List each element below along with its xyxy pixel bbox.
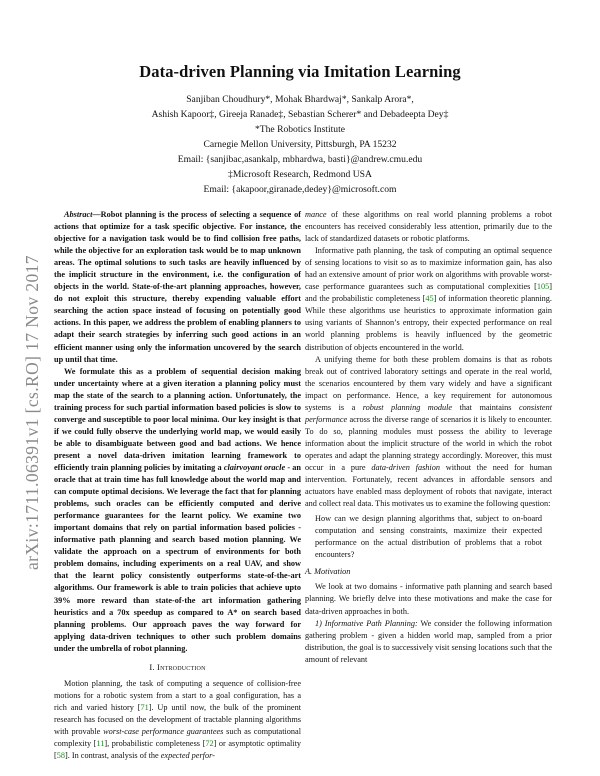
intro-paragraph-3: A unifying theme for both these problem domains is that as robots break out of contrived laboratory settings and operate in the real world, the scenarios encountered by them vary widely and have a significant impact on performance. Hence, a key requirement for autonomous systems is a robust planning module that maintains consistent performance across the diverse range of scenarios it is likely to encounter. To do so, planning modules must possess the ability to leverage information about the implicit structure of the world in which the robot operates and adapt the planning strategy accordingly. Moreover, this must occur in a pure data-driven fashion without the need for human intervention. Fortunately, recent advances in affordable sensors and actuators have enabled mass deployment of robots that navigate, interact and collect real data. This motivates us to examine the following question: xyxy=(305,354,552,509)
citation-link[interactable]: 72 xyxy=(205,739,214,749)
citation-link[interactable]: 58 xyxy=(56,751,65,761)
citation-link[interactable]: 71 xyxy=(140,702,149,712)
research-question: How can we design planning algorithms that, subject to on-board computation and sensing constraints, maximize their expected performance on the actual distribution of problems that a robot encounters? xyxy=(315,514,542,560)
right-column xyxy=(305,209,552,666)
author-line-1: Sanjiban Choudhury*, Mohak Bhardwaj*, Sankalp Arora*, xyxy=(186,94,414,105)
affiliation-1: *The Robotics Institute xyxy=(254,124,346,135)
author-line-2: Ashish Kapoor‡, Gireeja Ranade‡, Sebastian Scherer* and Debadeepta Dey‡ xyxy=(151,109,449,120)
affiliation-2: ‡Microsoft Research, Redmond USA xyxy=(228,169,372,180)
author-block xyxy=(0,92,600,197)
citation-link[interactable]: 105 xyxy=(536,282,550,292)
abstract-label: Abstract xyxy=(64,210,93,219)
citation-link[interactable]: 45 xyxy=(425,294,434,304)
paper-title: Data-driven Planning via Imitation Learning xyxy=(139,62,461,81)
motivation-paragraph-2: 1) Informative Path Planning: We consider the following information gathering problem - given a hidden world map, sampled from a prior distribution, the goal is to successively visit sensing locations such that the amount of relevant xyxy=(305,618,552,664)
arxiv-stamp: arXiv:1711.06391v1 [cs.RO] 17 Nov 2017 xyxy=(22,255,42,570)
abstract-paragraph-2: We formulate this as a problem of sequential decision making under uncertainty where at a given iteration a planning policy must map the state of the search to a planning action. Unfortunately, the training process for such partial information based policies is slow to converge and susceptible to poor local minima. Our key insight is that if we could fully observe the underlying world map, we would easily be able to disambiguate between good and bad actions. We hence present a novel data-driven imitation learning framework to efficiently train planning policies by imitating a clairvoyant oracle - an oracle that at train time has full knowledge about the world map and can compute optimal decisions. We leverage the fact that for planning problems, such oracles can be efficiently computed and derive performance guarantees for the learnt policy. We examine two important domains that rely on partial information based policies - informative path planning and search based motion planning. We validate the approach on a spectrum of environments for both problem domains, including experiments on a real UAV, and show that the learnt policy consistently outperforms state-of-the-art algorithms. Our framework is able to train policies that achieve upto 39% more reward than state-of-the art information gathering heuristics and a 70x speedup as compared to A* on search based planning problems. Our approach paves the way forward for applying data-driven techniques to other such problem domains under the umbrella of robot planning. xyxy=(54,366,301,653)
subsection-heading-motivation: A. Motivation xyxy=(305,567,351,577)
intro-paragraph-1: Motion planning, the task of computing a sequence of collision-free motions for a robotic system from a start to a goal configuration, has a rich and varied history [71]. Up until now, the bulk of the prominent research has focused on the development of tractable planning algorithms with provable worst-case performance guarantees such as computational complexity [11], probabilistic completeness [72] or asymptotic optimality [58]. In contrast, analysis of the expected perfor- xyxy=(54,678,301,761)
left-column xyxy=(54,209,301,762)
abstract-paragraph-1: Abstract—Robot planning is the process of selecting a sequence of actions that optimize for a task specific objective. For instance, the objective for a navigation task would be to find collision free paths, while the objective for an exploration task would be to map unknown areas. The optimal solutions to such tasks are heavily influenced by the implicit structure in the environment, i.e. the configuration of objects in the world. State-of-the-art planning approaches, however, do not exploit this structure, thereby expending valuable effort searching the action space instead of focusing on potentially good actions. In this paper, we address the problem of enabling planners to adapt their search strategies by inferring such good actions in an efficient manner using only the information uncovered by the search up until that time. xyxy=(54,210,301,364)
citation-link[interactable]: 11 xyxy=(96,739,105,749)
affiliation-2-email: Email: {akapoor,giranade,dedey}@microsoft.com xyxy=(203,184,397,195)
affiliation-1-address: Carnegie Mellon University, Pittsburgh, PA 15232 xyxy=(203,139,397,150)
section-heading-introduction: I. Introduction xyxy=(149,661,206,672)
intro-paragraph-2: Informative path planning, the task of computing an optimal sequence of sensing locations to visit so as to maximize information gain, has also had an extensive amount of prior work on algorithms with provable worst-case performance guarantees such as computational complexities [105] and the probabilistic completeness [45] of information theoretic planning. While these algorithms use heuristics to approximate information gain using variants of Shannon’s entropy, their expected performance on real world planning problems is heavily influenced by the geometric distribution of objects encountered in the world. xyxy=(305,246,552,352)
paragraph-label: 1) Informative Path Planning: xyxy=(315,618,418,628)
motivation-paragraph-1: We look at two domains - informative path planning and search based planning. We briefly delve into these motivations and make the case for data-driven approaches in both. xyxy=(305,582,552,616)
affiliation-1-email: Email: {sanjibac,asankalp, mbhardwa, basti}@andrew.cmu.edu xyxy=(177,154,423,165)
intro-paragraph-1-continued: mance of these algorithms on real world planning problems a robot encounters has received considerably less attention, primarily due to the lack of standardized datasets or robotic platforms. xyxy=(305,210,552,244)
